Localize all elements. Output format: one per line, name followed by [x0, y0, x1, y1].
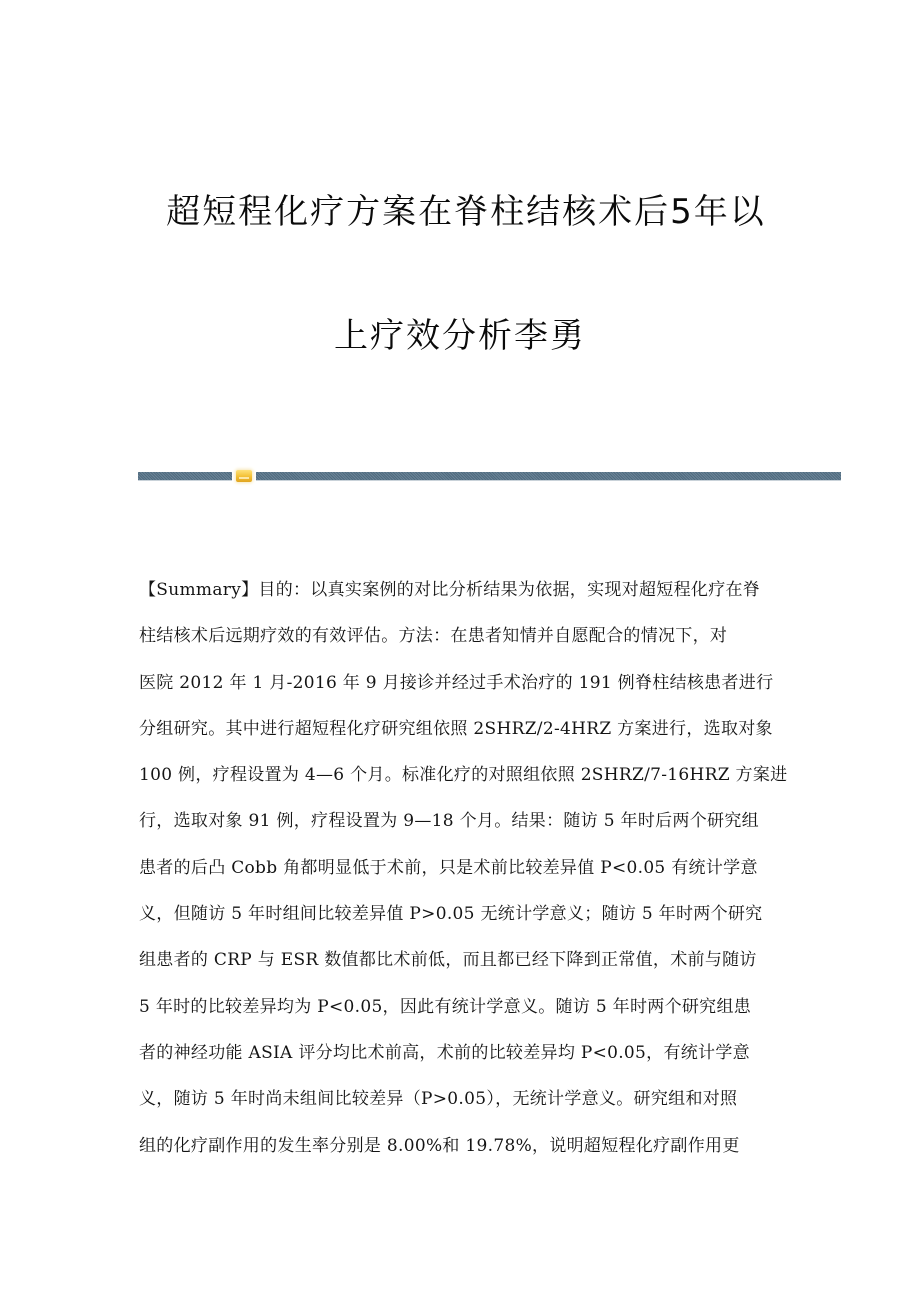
summary-line: 100 例，疗程设置为 4—6 个月。标准化疗的对照组依照 2SHRZ/7-16HRZ 方案进 — [139, 765, 788, 786]
summary-line: 组的化疗副作用的发生率分别是 8.00%和 19.78%，说明超短程化疗副作用更 — [139, 1135, 740, 1156]
summary-line: 医院 2012 年 1 月-2016 年 9 月接诊并经过手术治疗的 191 例脊柱结核患者进行 — [139, 672, 774, 693]
summary-line: 组患者的 CRP 与 ESR 数值都比术前低，而且都已经下降到正常值，术前与随访 — [139, 950, 757, 971]
summary-paragraph — [139, 567, 788, 1169]
summary-line: 【Summary】目的：以真实案例的对比分析结果为依据，实现对超短程化疗在脊 — [139, 580, 761, 600]
ornament-icon — [236, 470, 252, 482]
title-line-1: 超短程化疗方案在脊柱结核术后5年以 — [166, 192, 766, 232]
summary-line: 柱结核术后远期疗效的有效评估。方法：在患者知情并自愿配合的情况下，对 — [139, 626, 728, 647]
summary-line: 者的神经功能 ASIA 评分均比术前高，术前的比较差异均 P<0.05，有统计学意 — [139, 1042, 750, 1063]
summary-line: 5 年时的比较差异均为 P<0.05，因此有统计学意义。随访 5 年时两个研究组患 — [139, 996, 752, 1017]
divider-bar-right — [256, 472, 841, 480]
summary-line: 患者的后凸 Cobb 角都明显低于术前，只是术前比较差异值 P<0.05 有统计学意 — [139, 857, 758, 878]
title-line-2: 上疗效分析李勇 — [334, 316, 586, 356]
summary-line: 义，随访 5 年时尚未组间比较差异（P>0.05），无统计学意义。研究组和对照 — [139, 1089, 738, 1110]
decorative-divider — [138, 470, 841, 480]
summary-line: 分组研究。其中进行超短程化疗研究组依照 2SHRZ/2-4HRZ 方案进行，选取对象 — [139, 718, 773, 739]
summary-line: 义，但随访 5 年时组间比较差异值 P>0.05 无统计学意义；随访 5 年时两个研究 — [139, 904, 763, 925]
summary-line: 行，选取对象 91 例，疗程设置为 9—18 个月。结果：随访 5 年时后两个研究组 — [139, 811, 759, 832]
divider-bar-left — [138, 472, 232, 480]
